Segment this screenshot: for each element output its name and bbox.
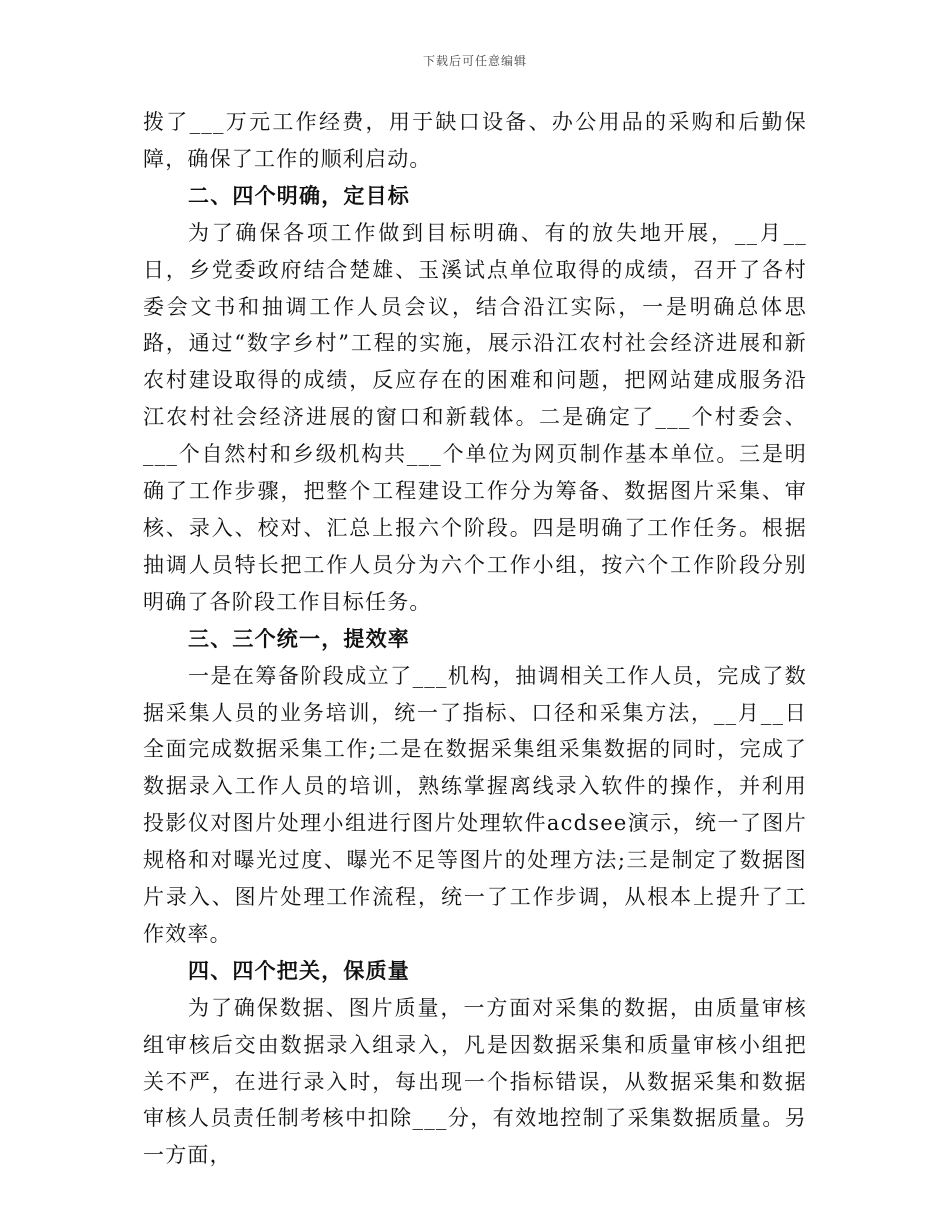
section-heading-4: 四、四个把关，保质量 — [188, 957, 410, 983]
section-heading-2: 二、四个明确，定目标 — [188, 182, 410, 208]
paragraph-section-4: 为了确保数据、图片质量，一方面对采集的数据，由质量审核组审核后交由数据录入组录入，凡是因数据采集和质量审核小组把关不严，在进行录入时，每出现一个指标错误，从数据采集和数据审核人员责任制考核中扣除___分，有效地控制了采集数据质量。另一方面， — [143, 995, 807, 1168]
section-heading-3: 三、三个统一，提效率 — [188, 625, 410, 651]
page-header: 下载后可任意编辑 — [422, 54, 527, 68]
paragraph-section-3: 一是在筹备阶段成立了___机构，抽调相关工作人员，完成了数据采集人员的业务培训，统一了指标、口径和采集方法，__月__日全面完成数据采集工作;二是在数据采集组采集数据的同时，完成了数据录入工作人员的培训，熟练掌握离线录入软件的操作，并利用投影仪对图片处理小组进行图片处理软件acdsee演示，统一了图片规格和对曝光过度、曝光不足等图片的处理方法;三是制定了数据图片录入、图片处理工作流程，统一了工作步调，从根本上提升了工作效率。 — [143, 663, 807, 946]
document-body — [143, 104, 807, 1174]
paragraph-continuation: 拨了___万元工作经费，用于缺口设备、办公用品的采购和后勤保障，确保了工作的顺利启动。 — [143, 110, 807, 171]
paragraph-section-2: 为了确保各项工作做到目标明确、有的放失地开展，__月__日，乡党委政府结合楚雄、玉溪试点单位取得的成绩，召开了各村委会文书和抽调工作人员会议，结合沿江实际，一是明确总体思路，通过“数字乡村”工程的实施，展示沿江农村社会经济进展和新农村建设取得的成绩，反应存在的困难和问题，把网站建成服务沿江农村社会经济进展的窗口和新载体。二是确定了___个村委会、___个自然村和乡级机构共___个单位为网页制作基本单位。三是明确了工作步骤，把整个工程建设工作分为筹备、数据图片采集、审核、录入、校对、汇总上报六个阶段。四是明确了工作任务。根据抽调人员特长把工作人员分为六个工作小组，按六个工作阶段分别明确了各阶段工作目标任务。 — [143, 220, 807, 614]
